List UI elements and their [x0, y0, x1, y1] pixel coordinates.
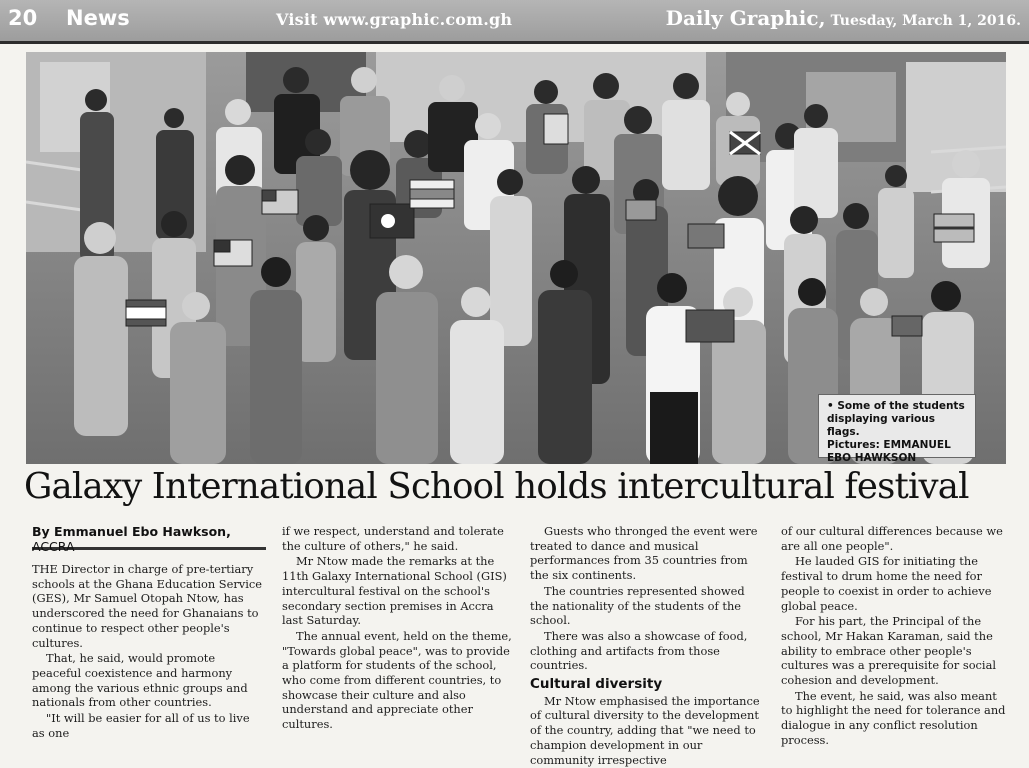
headline: Galaxy International School holds intercultural festival — [24, 466, 969, 507]
masthead — [666, 6, 1021, 30]
paragraph: Mr Ntow made the remarks at the 11th Galaxy International School (GIS) intercultural festival on the school's secondary section premises in Accra last Saturday. — [282, 554, 507, 628]
paragraph: Guests who thronged the event were treated to dance and musical performances from 35 countries from the six continents. — [530, 524, 758, 583]
paragraph: He lauded GIS for initiating the festival to drum home the need for people to coexist in order to achieve global peace. — [781, 554, 992, 613]
website-link[interactable]: Visit www.graphic.com.gh — [276, 10, 513, 29]
paper-name: Daily Graphic, — [665, 6, 826, 30]
byline-location: ACCRA — [32, 539, 75, 554]
caption-line: • Some of the students — [827, 400, 965, 412]
caption-credit: Pictures: EMMANUEL — [827, 439, 951, 451]
paragraph: The countries represented showed the nationality of the students of the school. — [530, 583, 745, 628]
paragraph: The annual event, held on the theme, "Towards global peace", was to provide a platform for students of the school, who come from different countries, to showcase their culture and also understand and appreciate other cultures. — [282, 628, 512, 732]
issue-date: Tuesday, March 1, 2016. — [830, 13, 1021, 29]
section-title: News — [66, 6, 130, 30]
paragraph: "It will be easier for all of us to live as one — [32, 711, 250, 740]
page-header — [0, 0, 1029, 44]
article-column-2 — [282, 524, 512, 733]
festival-photo — [26, 52, 1006, 464]
photo-caption — [818, 394, 976, 464]
byline — [32, 524, 266, 554]
caption-credit: EBO HAWKSON — [827, 452, 917, 464]
caption-line: displaying various flags. — [827, 413, 935, 438]
article-column-4 — [781, 524, 1009, 749]
article-column-1 — [32, 562, 264, 741]
paragraph: There was also a showcase of food, clothing and artifacts from those countries. — [530, 628, 748, 673]
page-number: 20 — [8, 6, 38, 30]
paragraph: For his part, the Principal of the school, Mr Hakan Karaman, said the ability to embrace other people's cultures was a prerequisite for social cohesion and development. — [781, 614, 997, 688]
paragraph: The event, he said, was also meant to highlight the need for tolerance and dialogue in any conflict resolution process. — [781, 688, 1006, 747]
article-column-3 — [530, 524, 760, 768]
paragraph: if we respect, understand and tolerate the culture of others," he said. — [282, 524, 504, 553]
paragraph: That, he said, would promote peaceful coexistence and harmony among the various ethnic groups and nationals from other countries. — [32, 651, 248, 710]
paragraph: THE Director in charge of pre-tertiary schools at the Ghana Education Service (GES), Mr Samuel Otopah Ntow, has underscored the need for Ghanaians to continue to respect other people's cultures. — [32, 562, 262, 650]
paragraph: Mr Ntow emphasised the importance of cultural diversity to the development of the country, adding that "we need to champion development in our community irrespective — [530, 693, 760, 767]
paragraph: of our cultural differences because we are all one people". — [781, 524, 1003, 553]
byline-author: By Emmanuel Ebo Hawkson, — [32, 524, 231, 539]
subhead: Cultural diversity — [530, 676, 663, 693]
